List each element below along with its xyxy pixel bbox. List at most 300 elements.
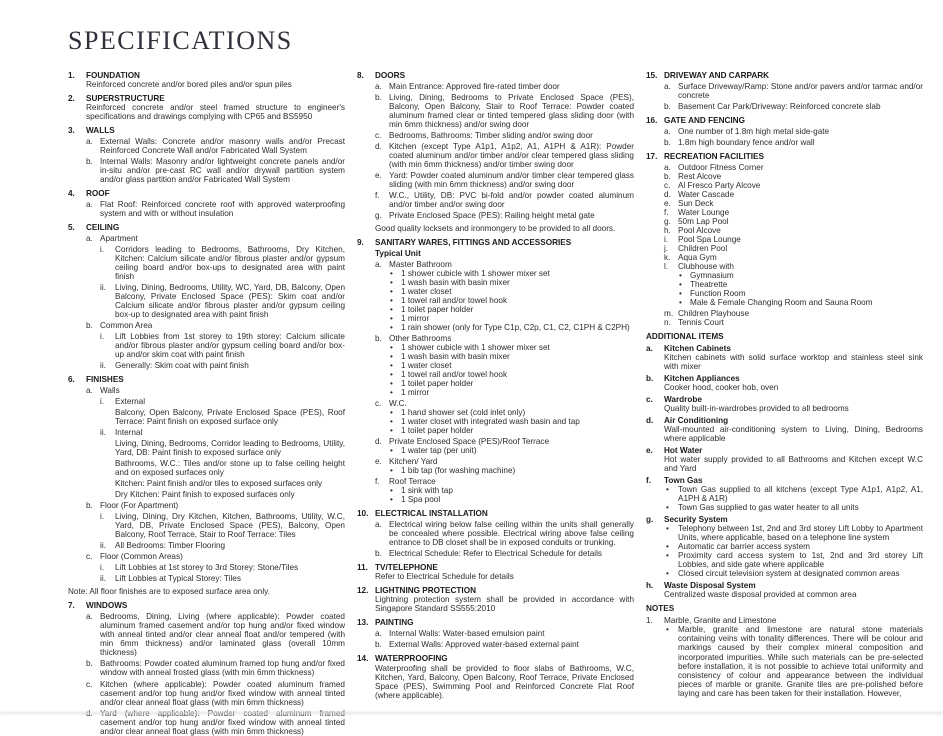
- lettered-item: [68, 612, 345, 657]
- section-heading: [357, 238, 634, 247]
- bullet-item: [357, 486, 634, 495]
- bullet-item: [646, 280, 923, 289]
- item-text: SUPERSTRUCTURE: [86, 93, 165, 103]
- bullet-item: [357, 370, 634, 379]
- item-text: Kitchen cabinets with solid surface worktop and stainless steel sink with mixer: [664, 353, 923, 372]
- bullet-icon: •: [390, 322, 393, 332]
- lettered-item-bold: [646, 581, 923, 590]
- item-text: Security System: [664, 515, 728, 525]
- paragraph: [357, 595, 634, 613]
- section-heading: [68, 375, 345, 384]
- item-text: Floor (Common Areas): [100, 552, 183, 562]
- roman-item: [68, 245, 345, 281]
- bullet-item: [646, 524, 923, 542]
- item-text: ADDITIONAL ITEMS: [646, 332, 724, 341]
- note: [68, 587, 345, 596]
- roman-item: [68, 541, 345, 550]
- bullet-item: [646, 542, 923, 551]
- bullet-item: [357, 388, 634, 397]
- item-text: Outdoor Fitness Corner: [678, 162, 764, 172]
- bullet-item: [646, 625, 923, 697]
- item-text: 1 rain shower (only for Type C1p, C2p, C1, C2, C1PH & C2PH): [401, 322, 630, 332]
- bullet-icon: •: [390, 486, 393, 496]
- item-marker: a.: [664, 126, 671, 136]
- item-text: W.C.: [389, 399, 407, 409]
- bullet-item: [646, 298, 923, 307]
- lettered-item: [646, 244, 923, 253]
- bullet-icon: •: [679, 297, 682, 307]
- bullet-item: [357, 278, 634, 287]
- paragraph: [646, 425, 923, 443]
- lettered-item: [646, 172, 923, 181]
- bullet-icon: •: [666, 524, 669, 534]
- item-marker: e.: [375, 457, 382, 467]
- lettered-item: [646, 82, 923, 100]
- item-text: Living, Dining, Bedrooms, Corridor leading to Bedrooms, Utility, Yard, DB: Paint finish to exposed surface only: [115, 439, 345, 458]
- bullet-item: [357, 269, 634, 278]
- item-marker: b.: [375, 334, 382, 343]
- lettered-item: [68, 137, 345, 155]
- section-heading: [357, 71, 634, 80]
- item-text: Bathrooms: Powder coated aluminum framed top hung and/or fixed window with anneal frosted glass (with min 6mm thickness): [100, 659, 345, 678]
- page-bottom-edge: [0, 712, 943, 714]
- item-text: Lift Lobbies at Typical Storey: Tiles: [115, 574, 241, 584]
- item-text: 1 water closet with integrated wash basin and tap: [401, 417, 580, 427]
- lettered-item: [646, 208, 923, 217]
- item-text: Wall-mounted air-conditioning system to Living, Dining, Bedrooms where applicable: [664, 425, 923, 444]
- lettered-item: [646, 181, 923, 190]
- bullet-icon: •: [390, 388, 393, 398]
- item-text: ROOF: [86, 188, 110, 198]
- item-marker: 17.: [646, 151, 658, 161]
- lettered-item: [646, 235, 923, 244]
- lettered-item: [646, 190, 923, 199]
- section-heading: [646, 116, 923, 125]
- paragraph: [646, 404, 923, 413]
- item-text: casement and/or top hung and/or fixed window with anneal tinted and/or clear anneal float glass (with min 6mm thickness): [100, 717, 345, 736]
- item-marker: a.: [86, 233, 93, 243]
- section-heading: [646, 152, 923, 161]
- section-heading: [357, 509, 634, 518]
- item-text: Function Room: [690, 288, 746, 298]
- bullet-icon: •: [390, 379, 393, 389]
- item-marker: c.: [375, 399, 382, 409]
- lettered-item: [357, 640, 634, 649]
- lettered-item-bold: [646, 344, 923, 353]
- bullet-item: [357, 426, 634, 435]
- item-marker: 1.: [646, 616, 653, 626]
- item-text: Theatrette: [690, 279, 728, 289]
- lettered-item: [357, 399, 634, 408]
- item-text: Waterproofing shall be provided to floor slabs of Bathrooms, W.C, Kitchen, Yard, Balcony, Open Balcony, Roof Terrace, Private Enclosed Space (PES), Swimming Pool and Reinforced Concrete Flat Roof (where applicable).: [375, 663, 634, 700]
- item-marker: h.: [646, 581, 654, 591]
- paragraph: [646, 455, 923, 473]
- item-text: Marble, Granite and Limestone: [664, 616, 777, 626]
- item-text: Closed circuit television system at designated common areas: [678, 569, 900, 579]
- lettered-item: [646, 318, 923, 327]
- item-text: Master Bathroom: [389, 259, 452, 269]
- item-text: 1 water closet: [401, 286, 452, 296]
- bullet-icon: •: [666, 569, 669, 579]
- item-text: 1 hand shower set (cold inlet only): [401, 408, 526, 418]
- lettered-item: [646, 253, 923, 262]
- lettered-item: [68, 321, 345, 330]
- item-text: 1 wash basin with basin mixer: [401, 352, 510, 362]
- item-marker: 16.: [646, 115, 658, 125]
- lettered-item: [68, 200, 345, 218]
- item-text: 1 water tap (per unit): [401, 446, 477, 456]
- item-text: Note: All floor finishes are to exposed surface area only.: [68, 587, 270, 597]
- roman-item: [68, 332, 345, 359]
- item-text: WALLS: [86, 125, 115, 135]
- bullet-icon: •: [666, 485, 669, 495]
- bullet-icon: •: [679, 270, 682, 280]
- item-text: Lightning protection system shall be provided in accordance with Singapore Standard SS555:2010: [375, 595, 634, 614]
- item-marker: a.: [86, 386, 93, 396]
- bullet-item: [357, 314, 634, 323]
- item-marker: 8.: [357, 70, 364, 80]
- item-marker: b.: [86, 320, 93, 330]
- item-marker: 3.: [68, 125, 75, 135]
- item-text: Balcony, Open Balcony, Private Enclosed Space (PES), Roof Terrace: Paint finish on exposed surface only: [115, 408, 345, 427]
- lettered-item: [357, 520, 634, 547]
- item-text: Other Bathrooms: [389, 334, 452, 343]
- item-text: Living, Dining, Dry Kitchen, Kitchen, Bathrooms, Utility, W.C, Yard, DB, Private Enclosed Space (PES), Balcony, Open Balcony, Roof Terrace, Stair to Roof Terrace: Tiles: [115, 512, 345, 540]
- lettered-item: [357, 334, 634, 343]
- item-marker: e.: [375, 170, 382, 180]
- item-text: Reinforced concrete and/or steel framed structure to engineer's specifications and drawings complying with CP65 and BS5950: [86, 102, 345, 121]
- item-text: 1 mirror: [401, 388, 430, 398]
- item-marker: f.: [646, 476, 652, 486]
- item-text: DRIVEWAY AND CARPARK: [664, 70, 770, 80]
- lettered-item: [68, 680, 345, 707]
- paragraph: [68, 103, 345, 121]
- item-text: Male & Female Changing Room and Sauna Room: [690, 297, 873, 307]
- item-text: Lift Lobbies at 1st storey to 3rd Storey: Stone/Tiles: [115, 563, 299, 573]
- lettered-item-bold: [646, 515, 923, 524]
- bullet-icon: •: [390, 370, 393, 380]
- item-text: 1 toilet paper holder: [401, 304, 474, 314]
- item-marker: 13.: [357, 618, 369, 628]
- item-marker: a.: [375, 520, 382, 530]
- bullet-icon: •: [390, 466, 393, 476]
- item-text: Internal Walls: Masonry and/or lightweight concrete panels and/or in-situ and/or pre-cast RC wall and/or drywall partition system and/or glass partition and/or Fabricated Wall System: [100, 156, 345, 184]
- subheading: [357, 249, 634, 258]
- item-marker: a.: [664, 81, 671, 91]
- item-text: Lift Lobbies from 1st storey to 19th storey: Calcium silicate and/or fibrous plaster and/or gypsum ceiling board and/or box-up and/or skim coat with paint finish: [115, 331, 345, 360]
- item-text: Floor (For Apartment): [100, 501, 179, 511]
- item-marker: b.: [86, 156, 93, 166]
- item-text: Automatic car barrier access system: [678, 542, 810, 552]
- roman-item: [68, 283, 345, 319]
- bullet-icon: •: [666, 542, 669, 552]
- item-marker: 1.: [68, 70, 75, 80]
- section-heading: [357, 618, 634, 627]
- item-text: Walls: [100, 386, 120, 396]
- section-heading: [68, 94, 345, 103]
- item-text: RECREATION FACILITIES: [664, 151, 764, 161]
- item-text: 1 water closet: [401, 361, 452, 371]
- section-heading: [68, 601, 345, 610]
- bullet-item: [357, 296, 634, 305]
- item-text: NOTES: [646, 604, 675, 614]
- item-text: Hot water supply provided to all Bathrooms and Kitchen except W.C and Yard: [664, 455, 923, 474]
- item-text: PAINTING: [375, 618, 414, 628]
- item-text: Centralized waste disposal provided at common area: [664, 590, 857, 600]
- item-text: Hot Water: [664, 446, 703, 456]
- bullet-icon: •: [390, 361, 393, 371]
- sub-paragraph: [68, 459, 345, 477]
- lettered-item: [646, 226, 923, 235]
- item-text: Internal: [115, 428, 143, 438]
- bullet-item: [646, 271, 923, 280]
- item-text: Yard: Powder coated aluminum and/or timber clear tempered glass sliding (with min 6mm thickness) and/or swing door: [389, 170, 634, 189]
- item-marker: a.: [664, 162, 671, 172]
- item-marker: h.: [664, 225, 671, 235]
- item-text: GATE AND FENCING: [664, 115, 745, 125]
- item-text: Typical Unit: [375, 248, 421, 258]
- bullet-icon: •: [390, 446, 393, 456]
- item-marker: b.: [664, 137, 671, 147]
- bullet-icon: •: [390, 277, 393, 287]
- lettered-item-bold: [646, 476, 923, 485]
- bullet-item: [357, 446, 634, 455]
- lettered-item: [68, 157, 345, 184]
- bullet-icon: •: [666, 503, 669, 513]
- item-text: Private Enclosed Space (PES): Railing height metal gate: [389, 210, 595, 220]
- bullet-item: [357, 408, 634, 417]
- lettered-item: [357, 82, 634, 91]
- item-marker: 12.: [357, 586, 369, 596]
- item-text: Pool Alcove: [678, 225, 721, 235]
- roman-item: [68, 361, 345, 370]
- item-marker: 11.: [357, 563, 368, 573]
- item-marker: a.: [375, 81, 382, 91]
- item-marker: k.: [664, 252, 671, 262]
- item-marker: 5.: [68, 222, 75, 232]
- item-text: Surface Driveway/Ramp: Stone and/or pavers and/or tarmac and/or concrete: [678, 81, 923, 100]
- item-text: Corridors leading to Bedrooms, Bathrooms, Dry Kitchen, Kitchen: Calcium silicate and/or fibrous plaster and/or gypsum ceiling board and/or box-ups to designated area with paint finish: [115, 244, 345, 281]
- item-text: LIGHTNING PROTECTION: [375, 586, 476, 596]
- item-text: Refer to Electrical Schedule for details: [375, 572, 514, 582]
- paragraph: [357, 664, 634, 700]
- lettered-item: [646, 138, 923, 147]
- section-heading: [357, 563, 634, 572]
- lettered-item: [357, 477, 634, 486]
- item-marker: 4.: [68, 188, 75, 198]
- item-marker: c.: [86, 552, 93, 562]
- item-text: Tennis Court: [678, 317, 724, 327]
- item-marker: a.: [86, 199, 93, 209]
- bullet-icon: •: [390, 495, 393, 505]
- item-text: 1.8m high boundary fence and/or wall: [678, 137, 815, 147]
- item-text: Wardrobe: [664, 395, 702, 405]
- item-text: Kitchen/ Yard: [389, 457, 438, 467]
- sub-paragraph: [68, 479, 345, 488]
- spec-column-right: [646, 66, 923, 698]
- item-marker: ii.: [100, 574, 106, 584]
- lettered-item: [68, 501, 345, 510]
- lettered-item: [357, 191, 634, 209]
- item-text: Reinforced concrete and/or bored piles and/or spun piles: [86, 79, 292, 89]
- bullet-item: [357, 305, 634, 314]
- item-marker: ii.: [100, 361, 106, 371]
- bullet-icon: •: [679, 279, 682, 289]
- item-marker: 10.: [357, 509, 369, 519]
- item-text: Kitchen: Paint finish and/or tiles to exposed surfaces only: [115, 479, 323, 489]
- item-text: Apartment: [100, 233, 138, 243]
- item-marker: i.: [100, 397, 105, 407]
- lettered-item: [68, 552, 345, 561]
- item-text: Rest Alcove: [678, 171, 722, 181]
- item-text: FINISHES: [86, 375, 124, 385]
- item-text: Kitchen (except Type A1p1, A1p2, A1, A1PH & A1R): Powder coated aluminum and/or timber and/or clear tempered glass sliding (with min 6mm thickness) and/or timber swing door: [389, 141, 634, 169]
- bullet-icon: •: [390, 343, 393, 353]
- item-text: FOUNDATION: [86, 70, 140, 80]
- item-marker: 6.: [68, 375, 75, 385]
- group-heading: [646, 604, 923, 613]
- item-text: One number of 1.8m high metal side-gate: [678, 126, 830, 136]
- lettered-item: [646, 309, 923, 318]
- item-marker: 14.: [357, 654, 369, 664]
- lettered-item: [646, 262, 923, 271]
- lettered-item: [357, 211, 634, 220]
- item-marker: i.: [664, 234, 669, 244]
- lettered-item-bold: [646, 416, 923, 425]
- item-text: 1 sink with tap: [401, 486, 453, 496]
- roman-item: [68, 574, 345, 583]
- item-text: Quality built-in-wardrobes provided to all bedrooms: [664, 404, 849, 414]
- item-marker: b.: [375, 92, 382, 102]
- section-heading: [68, 71, 345, 80]
- item-text: Sun Deck: [678, 198, 714, 208]
- lettered-item-bold: [646, 395, 923, 404]
- item-text: CEILING: [86, 222, 120, 232]
- item-text: Aqua Gym: [678, 252, 717, 262]
- item-text: External Walls: Concrete and/or masonry walls and/or Precast Reinforced Concrete Wall and/or Fabricated Wall System: [100, 136, 345, 155]
- item-text: Generally: Skim coat with paint finish: [115, 361, 249, 371]
- lettered-item: [646, 163, 923, 172]
- item-text: Telephony between 1st, 2nd and 3rd storey Lift Lobby to Apartment Units, where applicable, based on a telephone line system: [678, 524, 923, 543]
- item-marker: f.: [375, 477, 380, 487]
- item-marker: l.: [664, 261, 669, 271]
- item-text: Marble, granite and limestone are natural stone materials containing veins with tonality differences. There will be colour and markings caused by their complex mineral composition and incorporated impurities. While such materials can be pre-selected before installation, it is not possible to achieve total uniformity and consistency of colour and appearance between the individual pieces of marble or granite. Granite tiles are pre-polished before laying and care has been taken for their installation. However,: [678, 625, 923, 698]
- item-text: 1 towel rail and/or towel hook: [401, 370, 508, 380]
- lettered-item: [357, 437, 634, 446]
- bullet-item: [357, 343, 634, 352]
- paragraph: [68, 80, 345, 89]
- item-marker: i.: [100, 563, 105, 573]
- spec-columns: [68, 66, 923, 736]
- bullet-item: [357, 287, 634, 296]
- bullet-icon: •: [679, 288, 682, 298]
- item-text: Private Enclosed Space (PES)/Roof Terrace: [389, 437, 550, 447]
- item-text: Dry Kitchen: Paint finish to exposed surfaces only: [115, 490, 295, 500]
- item-text: Bedrooms, Bathrooms: Timber sliding and/or swing door: [389, 130, 593, 140]
- sub-paragraph: [68, 408, 345, 426]
- paragraph: [357, 572, 634, 581]
- spec-column-middle: [357, 66, 634, 700]
- bullet-item: [646, 551, 923, 569]
- bullet-item: [357, 466, 634, 475]
- item-text: W.C., Utility, DB: PVC bi-fold and/or powder coated aluminum and/or timber and/or swing door: [389, 190, 634, 209]
- item-marker: ii.: [100, 428, 106, 438]
- section-heading: [357, 586, 634, 595]
- item-marker: a.: [86, 136, 93, 146]
- lettered-item: [646, 199, 923, 208]
- section-heading: [646, 71, 923, 80]
- item-text: Proximity card access system to 1st, 2nd and 3rd storey Lift Lobbies, and side gate where applicable: [678, 551, 923, 570]
- item-text: Bathrooms, W.C.: Tiles and/or stone up to false ceiling height and on exposed surfaces only: [115, 459, 345, 478]
- item-text: Bedrooms, Dining, Living (where applicable): Powder coated aluminum framed casement and/or top hung and/or fixed window with anneal tinted and/or clear anneal float and/or tempered (with min 6mm thickness) and/or laminated glass (overall 10mm thickness): [100, 612, 345, 658]
- item-text: Basement Car Park/Driveway: Reinforced concrete slab: [678, 101, 881, 111]
- item-marker: b.: [375, 549, 382, 559]
- section-heading: [68, 189, 345, 198]
- item-text: Children Playhouse: [678, 308, 750, 318]
- item-text: Water Lounge: [678, 207, 730, 217]
- item-text: DOORS: [375, 70, 406, 80]
- lettered-item-bold: [646, 446, 923, 455]
- bullet-icon: •: [666, 551, 669, 561]
- item-text: Internal Walls: Water-based emulsion paint: [389, 629, 545, 639]
- bullet-icon: •: [390, 295, 393, 305]
- item-marker: i.: [100, 331, 105, 341]
- item-text: Pool Spa Lounge: [678, 234, 741, 244]
- item-marker: m.: [664, 308, 674, 318]
- bullet-item: [646, 485, 923, 503]
- item-text: Main Entrance: Approved fire-rated timber door: [389, 81, 560, 91]
- item-text: 1 Spa pool: [401, 495, 441, 505]
- item-marker: ii.: [100, 282, 106, 292]
- spec-column-left: [68, 66, 345, 736]
- item-marker: d.: [646, 416, 654, 426]
- item-text: Kitchen Cabinets: [664, 344, 731, 354]
- item-marker: b.: [664, 101, 671, 111]
- lettered-item: [646, 217, 923, 226]
- item-marker: a.: [646, 344, 653, 354]
- item-text: Town Gas supplied to all kitchens (except Type A1p1, A1p2, A1, A1PH & A1R): [678, 485, 923, 504]
- bullet-item: [357, 361, 634, 370]
- item-text: External: [115, 397, 146, 407]
- lettered-item: [646, 127, 923, 136]
- bullet-icon: •: [390, 352, 393, 362]
- item-text: 50m Lap Pool: [678, 216, 729, 226]
- lettered-item: [646, 102, 923, 111]
- item-marker: n.: [664, 317, 671, 327]
- item-marker: a.: [375, 629, 382, 639]
- bullet-item: [357, 379, 634, 388]
- item-marker: c.: [86, 679, 93, 689]
- bullet-item: [646, 503, 923, 512]
- item-text: Cooker hood, cooker hob, oven: [664, 383, 779, 393]
- item-marker: b.: [646, 374, 654, 384]
- item-marker: d.: [375, 141, 382, 151]
- item-text: All Bedrooms: Timber Flooring: [115, 541, 226, 551]
- item-marker: 15.: [646, 70, 658, 80]
- bullet-item: [357, 352, 634, 361]
- item-text: Living, Dining, Bedrooms to Private Enclosed Space (PES), Balcony, Open Balcony, Stair to Roof Terrace: Powder coated aluminum framed clear or tinted tempered glass sliding door (with min 6mm thickness) and/or swing door: [389, 92, 634, 129]
- item-text: Kitchen (where applicable): Powder coated aluminum framed casement and/or top hung and/or fixed window with anneal tinted and/or clear anneal float glass (with min 6mm thickness): [100, 679, 345, 707]
- group-heading: [646, 332, 923, 341]
- lettered-item: [357, 93, 634, 129]
- roman-item: [68, 563, 345, 572]
- item-text: Town Gas supplied to gas water heater to all units: [678, 503, 859, 513]
- lettered-item: [357, 131, 634, 140]
- item-text: WINDOWS: [86, 601, 128, 611]
- item-text: Common Area: [100, 320, 153, 330]
- bullet-icon: •: [390, 426, 393, 436]
- lettered-item: [68, 659, 345, 677]
